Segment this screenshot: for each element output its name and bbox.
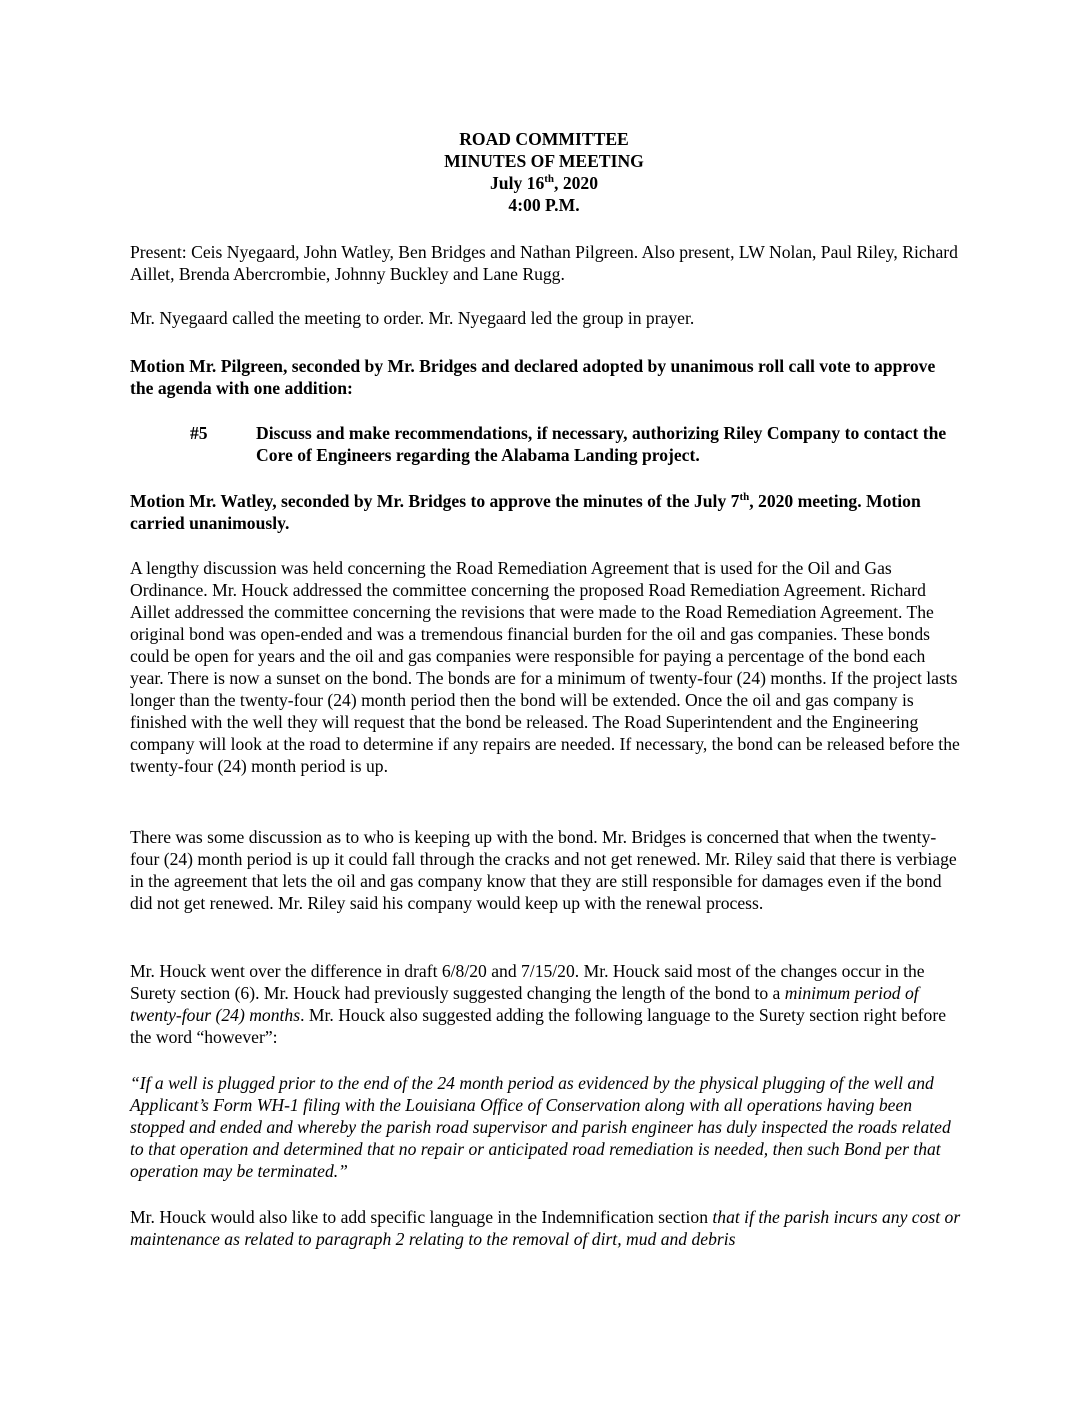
motion-minutes-suffix: , 2020 meeting. Motion carried unanimously. bbox=[130, 491, 921, 533]
indemnification-text-part1: Mr. Houck would also like to add specific language in the Indemnification section bbox=[130, 1207, 713, 1227]
indemnification-paragraph bbox=[130, 1206, 962, 1250]
bond-text: There was some discussion as to who is keeping up with the bond. Mr. Bridges is concerned that when the twenty-four (24) month period is up it could fall through the cracks and not get renewed. Mr. Riley said that there is verbiage in the agreement that lets the oil and gas company know that they are still responsible for damages even if the bond did not get renewed. Mr. Riley said his company would keep up with the renewal process. bbox=[130, 827, 957, 913]
minutes-title: MINUTES OF MEETING bbox=[444, 151, 644, 171]
agenda-item-text: Discuss and make recommendations, if necessary, authorizing Riley Company to contact the Core of Engineers regarding the Alabama Landing project. bbox=[256, 423, 947, 465]
committee-title: ROAD COMMITTEE bbox=[459, 129, 629, 149]
motion-minutes-ordinal: th bbox=[739, 491, 750, 504]
houck-text-part1: Mr. Houck went over the difference in draft 6/8/20 and 7/15/20. Mr. Houck said most of the changes occur in the Surety section (6). Mr. Houck had previously suggested changing the length of the bond to a bbox=[130, 961, 925, 1003]
motion-agenda-text: Motion Mr. Pilgreen, seconded by Mr. Bridges and declared adopted by unanimous roll call vote to approve the agenda with one addition: bbox=[130, 356, 936, 398]
houck-text-part2: . Mr. Houck also suggested adding the following language to the Surety section right before the word “however”: bbox=[130, 1005, 947, 1047]
bond-paragraph bbox=[130, 826, 962, 914]
houck-text bbox=[130, 960, 962, 1048]
call-to-order-paragraph bbox=[130, 307, 962, 329]
date-text: July 16 bbox=[489, 173, 545, 193]
call-to-order-text: Mr. Nyegaard called the meeting to order. Mr. Nyegaard led the group in prayer. bbox=[130, 308, 695, 328]
discussion-text: A lengthy discussion was held concerning the Road Remediation Agreement that is used for the Oil and Gas Ordinance. Mr. Houck addressed the committee concerning the proposed Road Remediation Agreement. Richard Aillet addressed the committee concerning the revisions that were made to the Road Remediation Agreement. The original bond was open-ended and was a tremendous financial burden for the oil and gas companies. These bonds could be open for years and the oil and gas companies were responsible for paying a percentage of the bond each year. There is now a sunset on the bond. The bonds are for a minimum of twenty-four (24) months. If the project lasts longer than the twenty-four (24) month period then the bond will be extended. Once the oil and gas company is finished with the well they will request that the bond be released. The Road Superintendent and the Engineering company will look at the road to determine if any repairs are needed. If necessary, the bond can be released before the twenty-four (24) month period is up. bbox=[130, 558, 960, 776]
meeting-date bbox=[0, 172, 1088, 194]
motion-minutes-text bbox=[130, 490, 962, 534]
motion-minutes bbox=[130, 490, 962, 534]
houck-text-italic: minimum period of twenty-four (24) months bbox=[130, 983, 919, 1025]
houck-paragraph bbox=[130, 960, 962, 1048]
present-paragraph bbox=[130, 241, 962, 285]
motion-minutes-prefix: Motion Mr. Watley, seconded by Mr. Bridges to approve the minutes of the July 7 bbox=[130, 491, 740, 511]
quote-text: “If a well is plugged prior to the end of the 24 month period as evidenced by the physical plugging of the well and Applicant’s Form WH-1 filing with the Louisiana Office of Conservation along with all operations having been stopped and ended and whereby the parish road supervisor and parish engineer has duly inspected the roads related to that operation and determined that no repair or anticipated road remediation is needed, then such Bond per that operation may be terminated.” bbox=[130, 1073, 951, 1181]
indemnification-text-italic: that if the parish incurs any cost or maintenance as related to paragraph 2 relating to the removal of dirt, mud and debris bbox=[130, 1207, 961, 1249]
agenda-item-number: #5 bbox=[190, 423, 208, 443]
indemnification-text bbox=[130, 1206, 962, 1250]
document-header bbox=[0, 128, 1088, 216]
date-ordinal: th bbox=[544, 173, 555, 186]
date-year: , 2020 bbox=[554, 173, 599, 193]
motion-agenda bbox=[130, 355, 962, 399]
meeting-time: 4:00 P.M. bbox=[508, 195, 580, 215]
present-text: Present: Ceis Nyegaard, John Watley, Ben Bridges and Nathan Pilgreen. Also present, LW Nolan, Paul Riley, Richard Aillet, Brenda Abercrombie, Johnny Buckley and Lane Rugg. bbox=[130, 242, 958, 284]
quote-paragraph bbox=[130, 1072, 962, 1182]
discussion-paragraph bbox=[130, 557, 962, 777]
